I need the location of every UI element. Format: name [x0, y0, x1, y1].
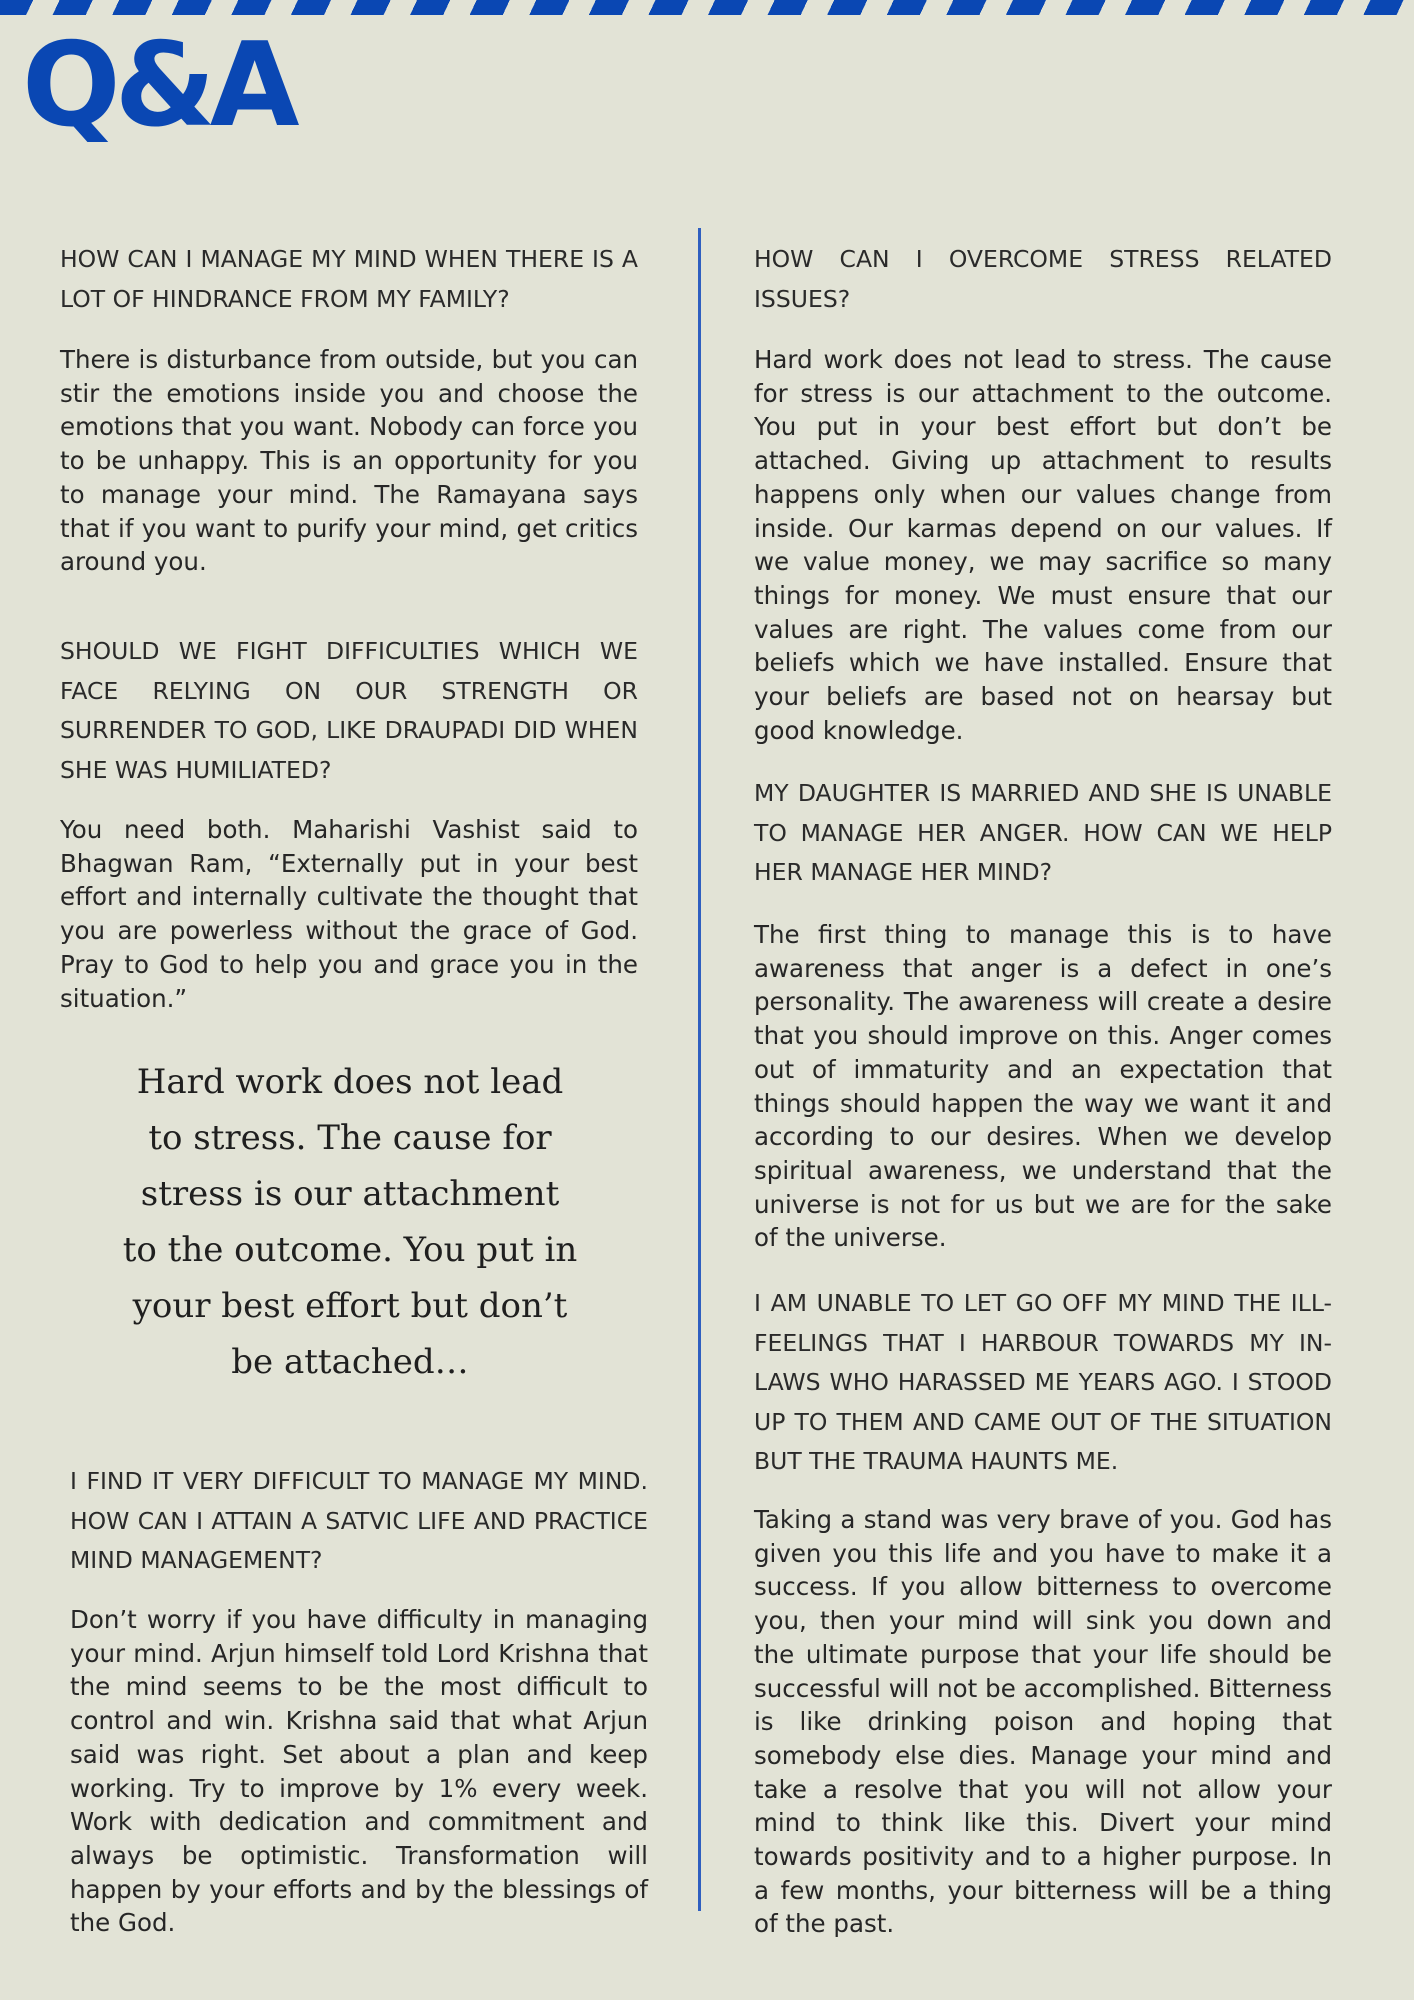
answer-text: There is disturbance from outside, but you can stir the emotions inside you and choose the emotions that you want. Nobody can force you to be unhappy. This is an opportunity for you to manage your mind. The Ramayana says that if you want to purify your mind, get critics around you. [60, 345, 638, 577]
pull-quote: Hard work does not lead to stress. The cause for stress is our attachment to the outcome. You put in your best effort but don’t be attached… [122, 1062, 578, 1382]
question-text: HOW CAN I MANAGE MY MIND WHEN THERE IS A LOT OF HINDRANCE FROM MY FAMILY? [60, 245, 638, 313]
qa-left-2-answer [60, 813, 638, 1015]
qa-right-2 [754, 774, 1332, 893]
qa-right-1-answer [754, 343, 1332, 747]
qa-right-3 [754, 1284, 1332, 1482]
question-text: I AM UNABLE TO LET GO OFF MY MIND THE ILL-FEELINGS THAT I HARBOUR TOWARDS MY IN-LAWS WHO HARASSED ME YEARS AGO. I STOOD UP TO THEM AND CAME OUT OF THE SITUATION BUT THE TRAUMA HAUNTS ME. [754, 1289, 1332, 1475]
answer-text: The first thing to manage this is to have awareness that anger is a defect in one’s personality. The awareness will create a desire that you should improve on this. Anger comes out of immaturity and an expectation that things should happen the way we want it and according to our desires. When we develop spiritual awareness, we understand that the universe is not for us but we are for the sake of the universe. [754, 920, 1332, 1253]
qa-right-3-answer [754, 1503, 1332, 1941]
qa-right-1 [754, 240, 1332, 319]
question-text: MY DAUGHTER IS MARRIED AND SHE IS UNABLE TO MANAGE HER ANGER. HOW CAN WE HELP HER MANAGE HER MIND? [754, 779, 1332, 886]
answer-text: Hard work does not lead to stress. The cause for stress is our attachment to the outcome. You put in your best effort but don’t be attached. Giving up attachment to results happens only when our values change from inside. Our karmas depend on our values. If we value money, we may sacrifice so many things for money. We must ensure that our values are right. The values come from our beliefs which we have installed. Ensure that your beliefs are based not on hearsay but good knowledge. [754, 345, 1332, 745]
question-text: SHOULD WE FIGHT DIFFICULTIES WHICH WE FACE RELYING ON OUR STRENGTH OR SURRENDER TO GOD, LIKE DRAUPADI DID WHEN SHE WAS HUMILIATED? [60, 637, 638, 784]
answer-text: You need both. Maharishi Vashist said to Bhagwan Ram, “Externally put in your best effort and internally cultivate the thought that you are powerless without the grace of God. Pray to God to help you and grace you in the situation.” [60, 815, 638, 1013]
question-text: HOW CAN I OVERCOME STRESS RELATED ISSUES? [754, 245, 1332, 313]
answer-text: Don’t worry if you have difficulty in managing your mind. Arjun himself told Lord Krishna that the mind seems to be the most difficult to control and win. Krishna said that what Arjun said was right. Set about a plan and keep working. Try to improve by 1% every week. Work with dedication and commitment and always be optimistic. Transformation will happen by your efforts and by the blessings of the God. [70, 1605, 648, 1938]
question-text: I FIND IT VERY DIFFICULT TO MANAGE MY MIND. HOW CAN I ATTAIN A SATVIC LIFE AND PRACTICE MIND MANAGEMENT? [70, 1467, 648, 1574]
column-divider [698, 228, 701, 1911]
qa-right-2-answer [754, 918, 1332, 1255]
page-title: Q&A [22, 18, 294, 153]
qa-left-1-answer [60, 343, 638, 579]
answer-text: Taking a stand was very brave of you. God has given you this life and you have to make it a success. If you allow bitterness to overcome you, then your mind will sink you down and the ultimate purpose that your life should be successful will not be accomplished. Bitterness is like drinking poison and hoping that somebody else dies. Manage your mind and take a resolve that you will not allow your mind to think like this. Divert your mind towards positivity and to a higher purpose. In a few months, your bitterness will be a thing of the past. [754, 1505, 1332, 1939]
qa-left-2 [60, 632, 638, 790]
qa-left-3 [70, 1462, 648, 1581]
qa-left-1 [60, 240, 638, 319]
top-stripe-border [0, 0, 1414, 15]
qa-left-3-answer [70, 1603, 648, 1940]
